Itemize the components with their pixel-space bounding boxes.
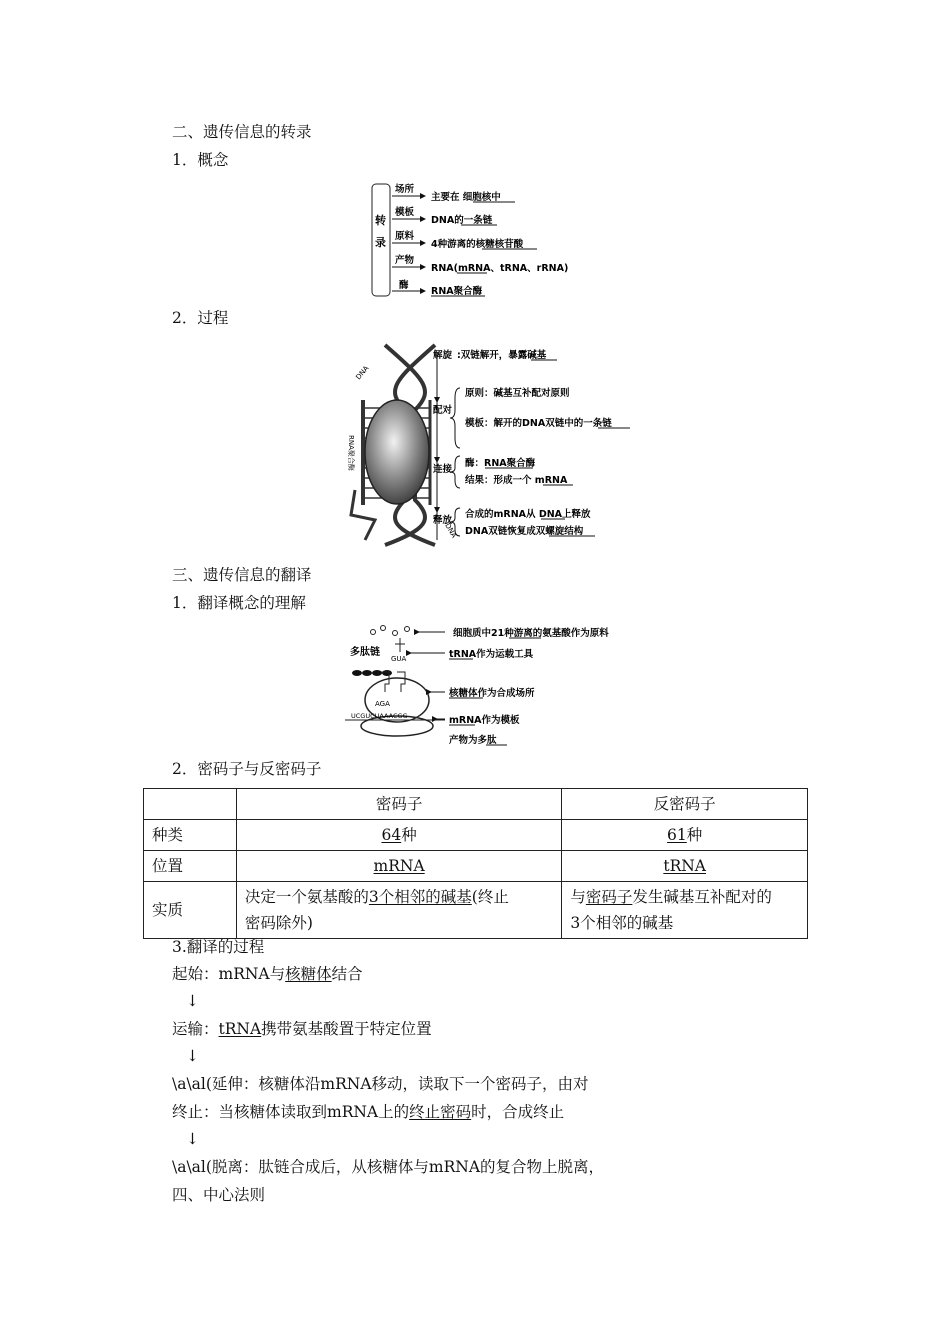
step-pairing: 配对 [433, 405, 453, 416]
codon-essence-underlined: 3个相邻的碱基 [368, 888, 472, 906]
table-header-codon: 密码子 [236, 789, 561, 820]
concept-value-enzyme: RNA聚合酶 [431, 286, 483, 297]
free-amino-acids [371, 626, 410, 636]
subheading-translation-understanding: 1．翻译概念的理解 [172, 594, 306, 612]
row-label-position: 位置 [144, 851, 237, 882]
table-row [144, 820, 808, 851]
concept-key-material: 原料 [395, 231, 415, 242]
arrow-down-icon: ↓ [186, 1130, 199, 1148]
row-label-kind: 种类 [144, 820, 237, 851]
anticodon-essence-line2: 3个相邻的碱基 [570, 914, 674, 932]
concept-key-enzyme: 酶 [399, 280, 409, 291]
step-release-a: 合成的mRNA从 DNA上释放 [465, 509, 591, 520]
trna-icon [395, 638, 405, 652]
step-release-b: DNA双链恢复成双螺旋结构 [465, 526, 584, 537]
transcription-process-diagram [345, 340, 635, 550]
step-pairing-template: 模板：解开的DNA双链中的一条链 [465, 418, 612, 429]
table-row [144, 851, 808, 882]
concept-key-product: 产物 [395, 255, 415, 266]
anticodon-essence-underlined: 密码子 [585, 888, 633, 906]
table-header-row [144, 789, 808, 820]
transcription-concept-diagram [365, 180, 595, 300]
brace-label-1: 转 [375, 214, 386, 227]
step-elongation: \a\al(延伸：核糖体沿mRNA移动，读取下一个密码子，由对 [172, 1075, 589, 1093]
anticodon-count-unit: 种 [686, 826, 703, 844]
rna-polymerase [365, 400, 429, 504]
anticodon-count: 61 [667, 826, 687, 844]
termination-underlined: 终止密码 [409, 1103, 472, 1121]
section-heading-translation: 三、遗传信息的翻译 [172, 566, 312, 584]
step-transport: 运输：tRNA携带氨基酸置于特定位置 [172, 1020, 432, 1038]
table-row [144, 882, 808, 939]
concept-key-template: 模板 [395, 207, 415, 218]
step-initiation: 起始：mRNA与核糖体结合 [172, 965, 363, 983]
step-termination: 终止：当核糖体读取到mRNA上的终止密码时，合成终止 [172, 1103, 565, 1121]
table-header-anticodon: 反密码子 [562, 789, 808, 820]
table-header-empty [144, 789, 237, 820]
polypeptide-chain [352, 670, 392, 676]
step-unwinding-text: :双链解开，暴露碱基 [457, 350, 547, 361]
brace-label-2: 录 [375, 236, 386, 249]
row-label-essence: 实质 [144, 882, 237, 939]
arrow-down-icon: ↓ [186, 1047, 199, 1065]
enzyme-label: RNA聚合酶 [347, 435, 355, 471]
step-pairing-principle: 原则：碱基互补配对原则 [465, 388, 570, 399]
concept-value-material: 4种游离的核糖核苷酸 [431, 239, 524, 250]
subheading-process: 2．过程 [172, 309, 229, 327]
dna-label-bottom: DNA [443, 522, 458, 540]
section-heading-transcription: 二、遗传信息的转录 [172, 123, 312, 141]
codon-essence-pre: 决定一个氨基酸的 [244, 888, 369, 906]
anticodon-label: GUA [391, 655, 407, 663]
anticodon-position: tRNA [663, 857, 706, 875]
dna-label-top: DNA [354, 364, 371, 382]
codon-table [143, 788, 808, 939]
note-product: 产物为多肽 [449, 735, 497, 746]
subheading-codon-anticodon: 2．密码子与反密码子 [172, 760, 322, 778]
step-linking-enzyme: 酶：RNA聚合酶 [465, 458, 536, 469]
note-carrier: tRNA作为运载工具 [449, 649, 534, 660]
concept-value-template: DNA的一条链 [431, 215, 493, 226]
section-heading-central-dogma: 四、中心法则 [172, 1186, 266, 1204]
polypeptide-label: 多肽链 [350, 647, 380, 658]
note-raw-material: 细胞质中21种游离的氨基酸作为原料 [453, 628, 609, 639]
note-site: 核糖体作为合成场所 [449, 688, 535, 699]
subheading-translation-process: 3.翻译的过程 [172, 938, 265, 956]
step-release: 释放 [433, 515, 453, 526]
step-linking-result: 结果：形成一个 mRNA [465, 475, 568, 486]
step-linking: 连接 [433, 464, 453, 475]
anticodon-essence-pre: 与 [570, 888, 586, 906]
anticodon-essence-post: 发生碱基互补配对的 [632, 888, 772, 906]
codon-count-unit: 种 [401, 826, 417, 844]
concept-value-location: 主要在 细胞核中 [431, 192, 501, 203]
codon-top-label: AGA [375, 700, 390, 708]
subheading-concept: 1．概念 [172, 151, 229, 169]
step-release: \a\al(脱离：肽链合成后，从核糖体与mRNA的复合物上脱离， [172, 1158, 605, 1176]
codon-count: 64 [381, 826, 402, 844]
step-unwinding: 解旋 [433, 350, 453, 361]
arrow-down-icon: ↓ [186, 992, 199, 1010]
concept-key-location: 场所 [395, 184, 415, 195]
codon-essence-line2: 密码除外) [244, 914, 313, 932]
translation-diagram [345, 622, 645, 750]
concept-value-product: RNA(mRNA、tRNA、rRNA) [431, 263, 569, 274]
codon-essence-post: (终止 [471, 888, 509, 906]
mrna-sequence: UCGUCUAAACGG [351, 712, 408, 720]
transport-underlined: tRNA [218, 1020, 262, 1038]
note-template: mRNA作为模板 [449, 715, 520, 726]
initiation-underlined: 核糖体 [285, 965, 332, 983]
codon-position: mRNA [373, 857, 425, 875]
